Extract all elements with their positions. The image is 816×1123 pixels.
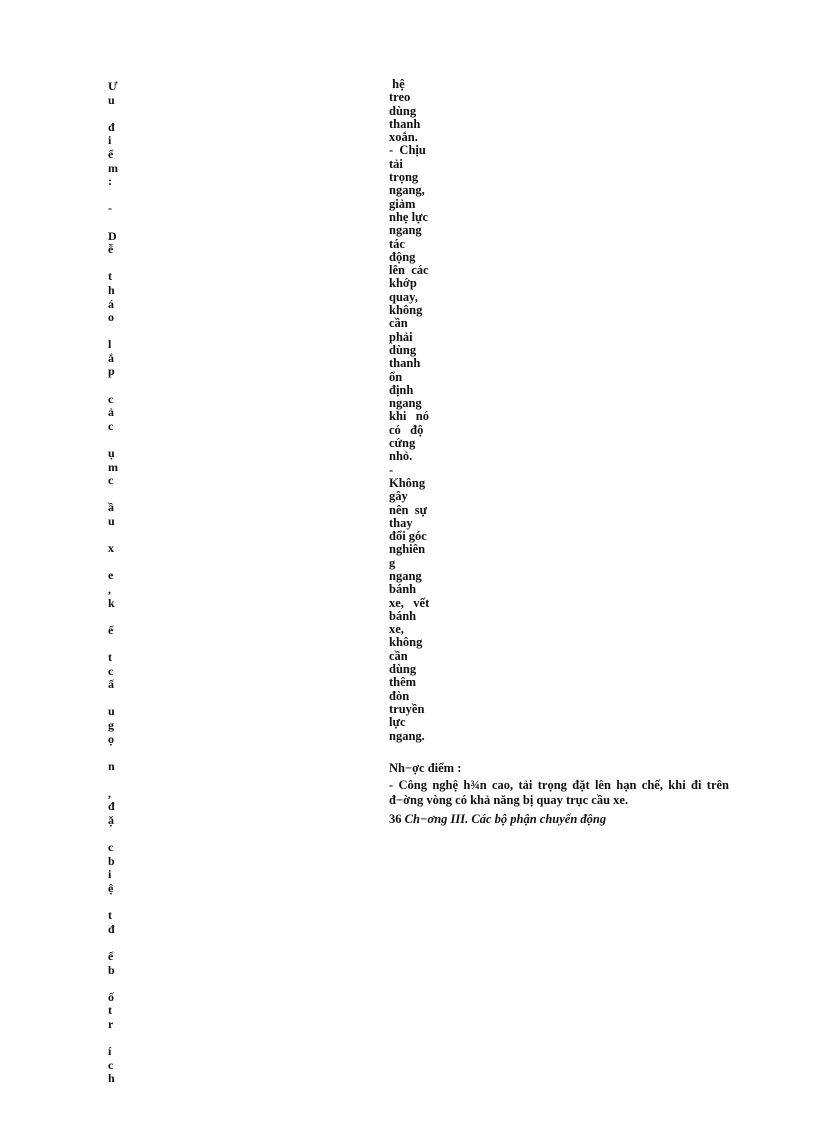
left-column-glyph: ố <box>108 989 114 1004</box>
right-column-line: gây <box>389 489 408 504</box>
right-column-line: nghiên <box>389 542 426 557</box>
left-column-glyph: , <box>108 581 111 596</box>
right-column-line: dùng <box>389 103 417 118</box>
left-column-glyph: đ <box>108 921 115 936</box>
left-column-gap <box>108 773 128 787</box>
left-column-glyph: ả <box>108 405 114 420</box>
right-column-line: động <box>389 249 416 264</box>
right-column-line: - Chịu <box>389 143 426 158</box>
left-column-glyph: e <box>108 568 114 583</box>
right-column-line: ngang. <box>389 728 425 743</box>
left-column-glyph: á <box>108 296 114 311</box>
right-column-line: ngang <box>389 396 422 411</box>
right-column-line: Không <box>389 475 426 490</box>
left-column-gap <box>108 610 128 624</box>
right-column-line: giảm <box>389 196 416 211</box>
left-column-glyph: p <box>108 364 115 379</box>
left-column-gap <box>108 896 128 910</box>
left-column-gap <box>108 529 128 543</box>
left-column-gap <box>108 257 128 271</box>
right-column-line: cứng <box>389 436 416 451</box>
left-column-glyph: ụ <box>108 446 115 461</box>
left-column-glyph: b <box>108 853 115 868</box>
right-column-line: tác <box>389 236 405 251</box>
left-column-glyph: h <box>108 1071 115 1086</box>
left-column-glyph: x <box>108 541 114 556</box>
left-column-glyph: , <box>108 785 111 800</box>
left-column-glyph: t <box>108 908 112 923</box>
right-column-line: đổi góc <box>389 529 427 544</box>
left-column-glyph: ọ <box>108 731 114 746</box>
left-column-glyph: c <box>108 1057 114 1072</box>
left-column-gap <box>108 1032 128 1046</box>
right-column-line: quay, <box>389 289 418 304</box>
left-column-glyph: - <box>108 201 112 216</box>
left-column-glyph: ể <box>108 949 114 963</box>
right-column-line: treo <box>389 90 411 105</box>
right-column-line: phải <box>389 329 413 344</box>
disadvantages-heading: Nh−ợc điểm : <box>389 761 462 775</box>
left-column-gap <box>108 692 128 706</box>
right-column-line: ngang <box>389 568 422 583</box>
right-column-line: xe, <box>389 622 404 637</box>
right-column-line: dùng <box>389 662 417 677</box>
left-column-glyph: o <box>108 310 114 325</box>
right-column-line: khi nó <box>389 409 429 424</box>
left-column-glyph: ắ <box>108 350 114 365</box>
left-column-glyph: m <box>108 160 118 175</box>
left-column-glyph: k <box>108 595 115 610</box>
left-column-glyph: t <box>108 269 112 284</box>
page-number: 36 <box>389 812 405 826</box>
right-column-line: - <box>389 462 394 477</box>
right-column-line: xoắn. <box>389 130 418 145</box>
page-footer <box>389 812 729 827</box>
left-column-vertical-text <box>108 80 128 1086</box>
right-column-line: cần <box>389 648 408 663</box>
left-column-gap <box>108 379 128 393</box>
right-column-line: g <box>389 555 396 570</box>
right-column-narrow-text <box>389 78 449 743</box>
right-column-line: ngang, <box>389 183 425 198</box>
right-column-line: nhẹ lực <box>389 209 429 224</box>
left-column-glyph: h <box>108 282 115 297</box>
left-column-glyph: c <box>108 663 114 678</box>
right-column-line: thêm <box>389 675 417 690</box>
right-column-line: có độ <box>389 422 424 437</box>
right-column-line: ngang <box>389 223 422 238</box>
right-column-line: không <box>389 635 423 650</box>
right-column-line: dùng <box>389 342 417 357</box>
left-column-glyph: ầ <box>108 500 114 515</box>
left-column-glyph: í <box>108 1044 112 1059</box>
left-column-glyph: ặ <box>108 813 114 828</box>
left-column-gap <box>108 936 128 950</box>
left-column-glyph: u <box>108 704 115 719</box>
left-column-glyph: u <box>108 92 115 107</box>
right-column-line: ổn <box>389 369 403 384</box>
left-column-gap <box>108 637 128 651</box>
left-column-glyph: c <box>108 473 114 488</box>
left-column-gap <box>108 556 128 570</box>
right-column-line: xe, vết <box>389 595 430 610</box>
disadvantages-paragraph: - Công nghệ h¾n cao, tải trọng đặt lên hạn chế, khi đi trên đ−ờng vòng có khả năng bị quay trục cầu xe. <box>389 778 729 807</box>
left-column-glyph: m <box>108 459 118 474</box>
right-column-line: bánh <box>389 608 417 623</box>
left-column-glyph: D <box>108 228 117 243</box>
left-column-glyph: đ <box>108 799 115 814</box>
left-column-glyph: l <box>108 337 112 352</box>
left-column-glyph: g <box>108 717 114 732</box>
chapter-title: Ch−ơng III. Các bộ phận chuyển động <box>404 812 607 826</box>
left-column-glyph: r <box>108 1016 114 1031</box>
right-column-line: nên sự <box>389 502 428 517</box>
right-column-line: cần <box>389 316 408 331</box>
left-column-glyph: đ <box>108 119 115 134</box>
left-column-glyph: : <box>108 174 112 189</box>
left-column-glyph: c <box>108 391 114 406</box>
right-column-line: định <box>389 382 414 397</box>
right-column-wide-text <box>389 761 729 827</box>
left-column-glyph: ế <box>108 622 114 637</box>
left-column-glyph: i <box>108 133 112 148</box>
right-column-line: thay <box>389 515 413 530</box>
left-column-glyph: u <box>108 514 115 528</box>
left-column-glyph: t <box>108 1003 112 1018</box>
right-column-line: hệ <box>389 77 405 91</box>
left-column-gap <box>108 828 128 842</box>
left-column-glyph: c <box>108 418 114 433</box>
left-column-glyph: t <box>108 649 112 664</box>
right-column-line: nhỏ. <box>389 449 413 464</box>
left-column-glyph: Ư <box>108 79 118 93</box>
right-column-line: bánh <box>389 582 417 597</box>
left-column-glyph: b <box>108 962 115 977</box>
left-column-gap <box>108 216 128 230</box>
left-column-glyph: ể <box>108 146 114 161</box>
left-column-gap <box>108 746 128 760</box>
left-column-glyph: ệ <box>108 881 114 896</box>
left-column-glyph: c <box>108 840 114 855</box>
right-column-line: tải <box>389 156 403 171</box>
right-column-line: khớp <box>389 276 417 291</box>
left-column-glyph: ấ <box>108 677 114 692</box>
right-column-line: lên các <box>389 263 429 278</box>
left-column-glyph: i <box>108 867 112 882</box>
right-column-line: thanh <box>389 356 421 371</box>
right-column-line: trọng <box>389 170 419 185</box>
right-column-line: không <box>389 303 423 318</box>
left-column-gap <box>108 433 128 447</box>
right-column-line: đòn <box>389 688 410 703</box>
left-column-glyph: n <box>108 758 115 773</box>
left-column-gap <box>108 107 128 121</box>
left-column-gap <box>108 977 128 991</box>
right-column-line: lực <box>389 715 406 730</box>
right-column-line: truyền <box>389 701 425 716</box>
left-column-gap <box>108 325 128 339</box>
left-column-glyph: ễ <box>108 242 114 257</box>
left-column-gap <box>108 189 128 203</box>
left-column-gap <box>108 488 128 502</box>
right-column-line: thanh <box>389 116 421 131</box>
